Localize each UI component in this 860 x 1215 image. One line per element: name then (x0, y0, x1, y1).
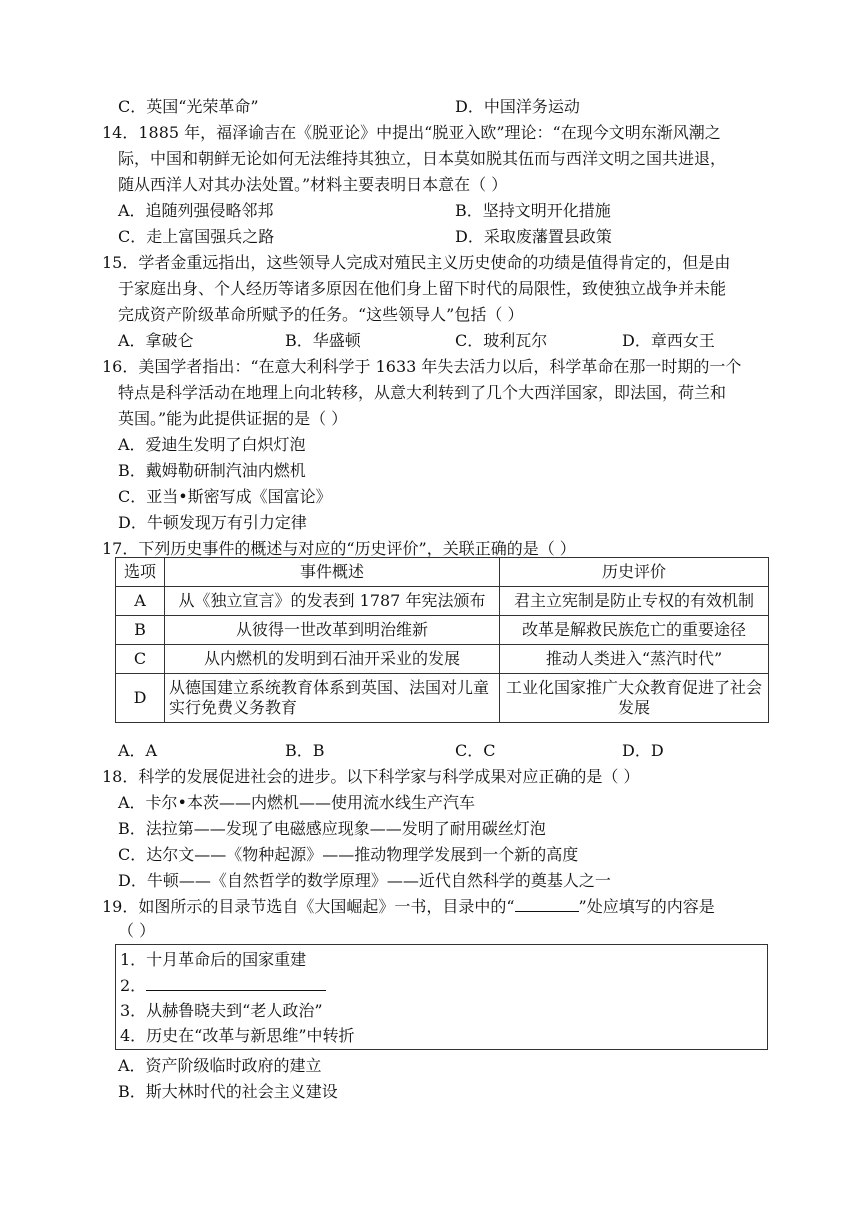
table-cell-option: D (116, 674, 165, 723)
q19-contents-box (115, 944, 768, 1050)
table-cell-evaluation: 工业化国家推广大众教育促进了社会发展 (500, 674, 769, 723)
contents-item-2 (120, 976, 326, 996)
q16-option-b: B．戴姆勒研制汽油内燃机 (118, 461, 306, 480)
table-cell-evaluation: 推动人类进入“蒸汽时代” (500, 645, 769, 674)
q17-option-d: D．D (622, 741, 664, 760)
contents-item-2-label: 2． (120, 976, 147, 995)
q17-stem: 17．下列历史事件的概述与对应的“历史评价”，关联正确的是（ ） (102, 539, 576, 558)
table-cell-option: C (116, 645, 165, 674)
contents-item-4: 4．历史在“改革与新思维”中转折 (120, 1026, 355, 1045)
q16-option-a: A．爱迪生发明了白炽灯泡 (118, 435, 306, 454)
q19-stem-after: ”处应填写的内容是 (578, 897, 715, 916)
q16-option-c: C．亚当•斯密写成《国富论》 (118, 487, 332, 506)
q18-option-d: D．牛顿——《自然哲学的数学原理》——近代自然科学的奠基人之一 (118, 871, 611, 890)
q17-option-c: C．C (455, 741, 496, 760)
table-cell-option: A (116, 587, 165, 616)
q19-stem-line-1 (102, 897, 715, 917)
q15-option-c: C．玻利瓦尔 (455, 331, 548, 350)
q17-option-a: A．A (118, 741, 158, 760)
table-header-cell: 事件概述 (165, 558, 500, 587)
q18-option-b: B．法拉第——发现了电磁感应现象——发明了耐用碳丝灯泡 (118, 819, 546, 838)
q15-stem-line-2: 于家庭出身、个人经历等诸多原因在他们身上留下时代的局限性，致使独立战争并未能 (118, 279, 727, 298)
q17-option-b: B．B (285, 741, 325, 760)
table-row (116, 674, 769, 723)
table-header-cell: 历史评价 (500, 558, 769, 587)
table-row (116, 587, 769, 616)
table-cell-evaluation: 改革是解救民族危亡的重要途径 (500, 616, 769, 645)
table-cell-evaluation: 君主立宪制是防止专权的有效机制 (500, 587, 769, 616)
q14-stem-line-1: 14．1885 年，福泽谕吉在《脱亚论》中提出“脱亚入欧”理论：“在现今文明东渐风潮之 (102, 123, 721, 142)
q18-option-a: A．卡尔•本茨——内燃机——使用流水线生产汽车 (118, 793, 475, 812)
q19-stem-blank (515, 897, 579, 912)
q16-stem-line-2: 特点是科学活动在地理上向北转移，从意大利转到了几个大西洋国家，即法国，荷兰和 (118, 383, 727, 402)
q19-option-b: B．斯大林时代的社会主义建设 (118, 1082, 338, 1101)
q15-option-d: D．章西女王 (622, 331, 715, 350)
q18-option-c: C．达尔文——《物种起源》——推动物理学发展到一个新的高度 (118, 845, 579, 864)
q14-option-b: B．坚持文明开化措施 (455, 201, 611, 220)
contents-item-1: 1．十月革命后的国家重建 (120, 950, 307, 969)
q15-option-a: A．拿破仑 (118, 331, 194, 350)
table-cell-option: B (116, 616, 165, 645)
table-cell-event: 从德国建立系统教育体系到英国、法国对儿童实行免费义务教育 (165, 674, 500, 723)
q17-table (115, 557, 769, 723)
q18-stem: 18．科学的发展促进社会的进步。以下科学家与科学成果对应正确的是（ ） (102, 767, 640, 786)
q14-stem-line-3: 随从西洋人对其办法处置。”材料主要表明日本意在（ ） (118, 175, 508, 194)
table-header-row (116, 558, 769, 587)
q14-stem-line-2: 际，中国和朝鲜无论如何无法维持其独立，日本莫如脱其伍而与西洋文明之国共进退， (118, 149, 727, 168)
table-cell-event: 从内燃机的发明到石油开采业的发展 (165, 645, 500, 674)
table-header-cell: 选项 (116, 558, 165, 587)
q15-stem-line-1: 15．学者金重远指出，这些领导人完成对殖民主义历史使命的功绩是值得肯定的，但是由 (102, 253, 731, 272)
contents-blank-line (146, 976, 326, 991)
q16-stem-line-1: 16．美国学者指出：“在意大利科学于 1633 年失去活力以后，科学革命在那一时期的一个 (102, 357, 742, 376)
table-cell-event: 从彼得一世改革到明治维新 (165, 616, 500, 645)
q19-option-a: A．资产阶级临时政府的建立 (118, 1056, 322, 1075)
q15-stem-line-3: 完成资产阶级革命所赋予的任务。“这些领导人”包括（ ） (118, 305, 524, 324)
q19-stem-line-2: （ ） (118, 921, 156, 940)
q13-option-d: D．中国洋务运动 (455, 97, 580, 116)
table-cell-event: 从《独立宣言》的发表到 1787 年宪法颁布 (165, 587, 500, 616)
q15-option-b: B．华盛顿 (285, 331, 361, 350)
table-row (116, 645, 769, 674)
q13-option-c: C．英国“光荣革命” (118, 97, 259, 116)
q19-stem-before: 19．如图所示的目录节选自《大国崛起》一书，目录中的“ (102, 897, 515, 916)
table-row (116, 616, 769, 645)
contents-item-3: 3．从赫鲁晓夫到“老人政治” (120, 1001, 323, 1020)
q14-option-c: C．走上富国强兵之路 (118, 227, 275, 246)
q16-stem-line-3: 英国。”能为此提供证据的是（ ） (118, 409, 348, 428)
q14-option-a: A．追随列强侵略邻邦 (118, 201, 274, 220)
q14-option-d: D．采取废藩置县政策 (455, 227, 612, 246)
q16-option-d: D．牛顿发现万有引力定律 (118, 513, 307, 532)
